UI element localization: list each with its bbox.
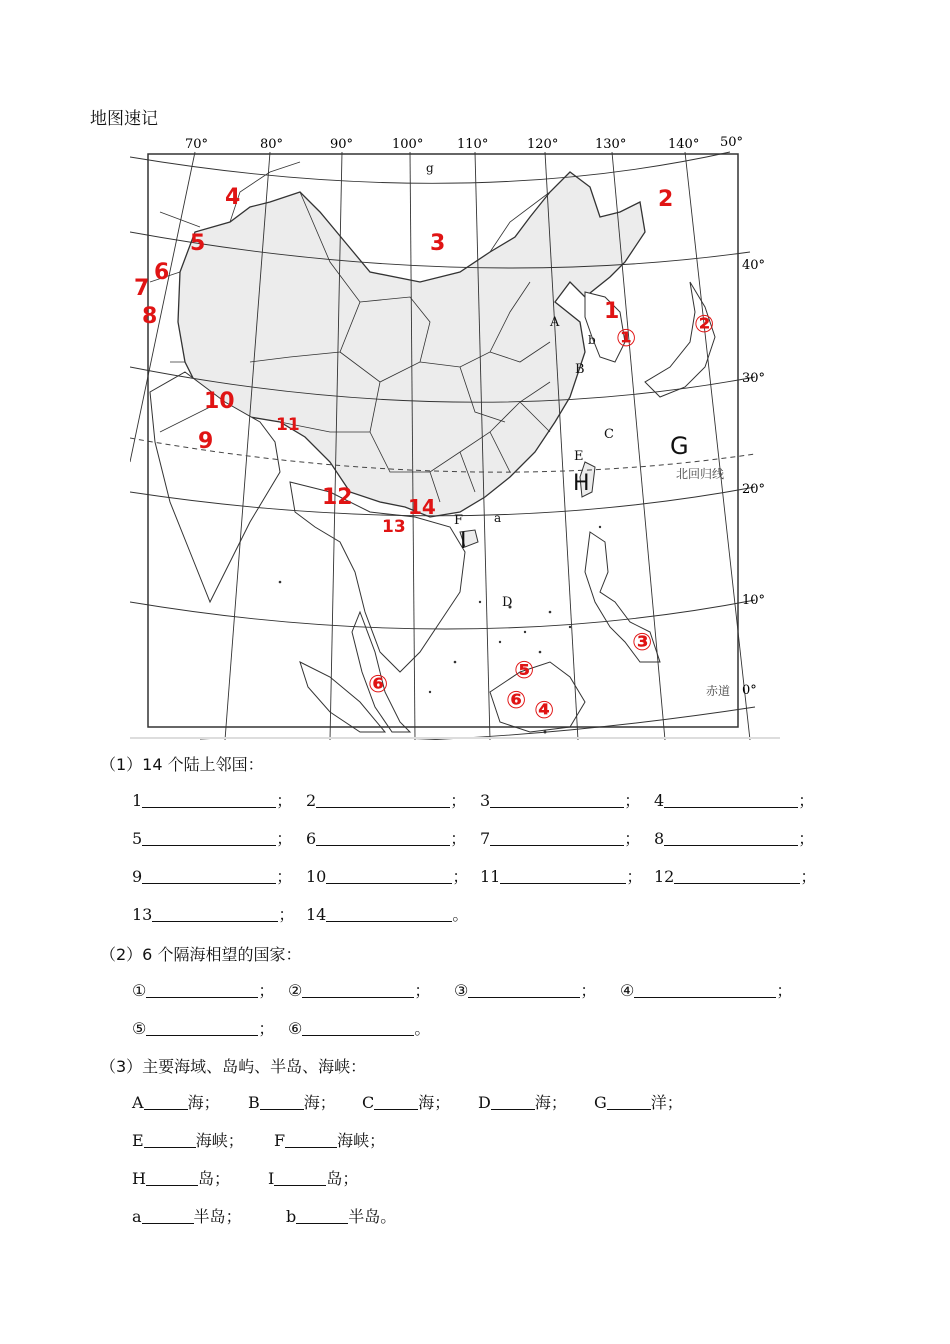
answer-separator: ； <box>434 1093 451 1112</box>
answer-blank[interactable] <box>326 868 452 884</box>
q2-heading: （2）6 个隔海相望的国家： <box>100 945 302 964</box>
sea-country-marker: ⑤ <box>514 656 535 684</box>
neighbor-number: 10 <box>204 389 235 414</box>
answer-separator: ； <box>227 1131 244 1150</box>
answer-blank[interactable] <box>144 1094 188 1110</box>
answer-separator: ； <box>800 867 817 886</box>
map-letter-B: B <box>575 362 585 377</box>
answer-label: 1 <box>132 791 143 810</box>
neighbor-number: 12 <box>322 485 353 510</box>
answer-item <box>132 1204 242 1227</box>
map-letter-H: H <box>573 471 590 496</box>
answer-blank[interactable] <box>146 1170 198 1186</box>
lat-label: 40° <box>742 258 766 273</box>
answer-blank[interactable] <box>664 830 798 846</box>
map-letter-F: F <box>454 513 464 528</box>
answer-blank[interactable] <box>490 792 624 808</box>
lon-label: 80° <box>260 137 284 152</box>
answer-label: 5 <box>132 829 143 848</box>
answer-item <box>132 1090 220 1113</box>
answer-item <box>478 1090 567 1113</box>
answer-blank[interactable] <box>146 982 258 998</box>
answer-blank[interactable] <box>500 868 626 884</box>
answer-blank[interactable] <box>468 982 580 998</box>
answer-separator: ； <box>342 1169 359 1188</box>
answer-separator: ； <box>278 905 295 924</box>
answer-item <box>654 826 814 849</box>
answer-separator: ； <box>258 1019 275 1038</box>
neighbor-number: 8 <box>142 304 158 329</box>
answer-item <box>132 788 292 811</box>
map-letter-A: A <box>550 315 560 330</box>
answer-blank[interactable] <box>302 1020 414 1036</box>
answer-separator: ； <box>450 829 467 848</box>
answer-blank[interactable] <box>302 982 414 998</box>
lon-label: 130° <box>595 137 627 152</box>
answer-separator: 。 <box>380 1207 397 1226</box>
neighbor-number: 4 <box>225 185 241 210</box>
answer-item <box>306 788 466 811</box>
answer-separator: ； <box>580 981 597 1000</box>
answer-label: ① <box>132 981 147 1000</box>
lon-label: 100° <box>392 137 424 152</box>
neighbor-number: 7 <box>134 276 150 301</box>
lat-label: 20° <box>742 482 766 497</box>
lat-label: 10° <box>742 593 766 608</box>
answer-item <box>480 788 640 811</box>
answer-separator: ； <box>225 1207 242 1226</box>
answer-item <box>480 864 642 887</box>
answer-separator: ； <box>798 791 815 810</box>
answer-blank[interactable] <box>634 982 776 998</box>
answer-item <box>268 1166 358 1189</box>
answer-separator: ； <box>369 1131 386 1150</box>
answer-label: 9 <box>132 867 143 886</box>
answer-label: ③ <box>454 981 469 1000</box>
answer-label: 14 <box>306 905 327 924</box>
answer-label: 13 <box>132 905 153 924</box>
tropic-label: 北回归线 <box>676 467 725 481</box>
map-letter-g: g <box>426 161 434 175</box>
answer-label: D <box>478 1093 491 1112</box>
answer-blank[interactable] <box>316 792 450 808</box>
sea-country-marker: ⑥ <box>368 670 389 698</box>
answer-item <box>132 1016 274 1039</box>
q1-heading: （1）14 个陆上邻国： <box>100 755 264 774</box>
answer-item <box>362 1090 450 1113</box>
answer-item <box>654 864 816 887</box>
answer-separator: 。 <box>452 905 469 924</box>
q3-heading: （3）主要海域、岛屿、半岛、海峡： <box>100 1057 367 1076</box>
map-letter-E: E <box>574 449 584 464</box>
answer-item <box>288 1016 430 1039</box>
answer-separator: ； <box>414 981 431 1000</box>
sea-country-marker: ④ <box>534 696 555 724</box>
neighbor-number: 1 <box>604 299 620 324</box>
answer-separator: 。 <box>414 1019 431 1038</box>
map-letter-G: G <box>670 432 689 460</box>
answer-item <box>454 978 596 1001</box>
answer-suffix: 海 <box>303 1093 320 1112</box>
answer-separator: ； <box>213 1169 230 1188</box>
lon-label: 140° <box>668 137 700 152</box>
answer-separator: ； <box>624 791 641 810</box>
answer-separator: ； <box>276 829 293 848</box>
answer-label: ④ <box>620 981 635 1000</box>
answer-suffix: 海峡 <box>337 1131 370 1150</box>
neighbor-number: 14 <box>408 495 436 519</box>
answer-blank[interactable] <box>326 906 452 922</box>
answer-blank[interactable] <box>296 1208 348 1224</box>
answer-label: ⑥ <box>288 1019 303 1038</box>
answer-blank[interactable] <box>142 830 276 846</box>
neighbor-number: 5 <box>190 231 206 256</box>
answer-item <box>594 1090 683 1113</box>
answer-suffix: 岛 <box>197 1169 214 1188</box>
answer-suffix: 半岛 <box>348 1207 381 1226</box>
answer-blank[interactable] <box>316 830 450 846</box>
answer-suffix: 海峡 <box>195 1131 228 1150</box>
answer-separator: ； <box>319 1093 336 1112</box>
answer-separator: ； <box>624 829 641 848</box>
map-letter-a: a <box>494 511 502 525</box>
answer-label: B <box>248 1093 260 1112</box>
answer-suffix: 海 <box>418 1093 435 1112</box>
map-letter-b: b <box>588 333 596 347</box>
neighbor-number: 13 <box>382 517 406 537</box>
answer-label: 10 <box>306 867 327 886</box>
answer-label: C <box>362 1093 375 1112</box>
answer-blank[interactable] <box>607 1094 651 1110</box>
answer-item <box>274 1128 385 1151</box>
answer-label: G <box>594 1093 607 1112</box>
lon-label: 70° <box>185 137 209 152</box>
answer-separator: ； <box>450 791 467 810</box>
equator-label: 赤道 <box>706 684 731 698</box>
sea-country-marker: ② <box>694 310 715 338</box>
answer-label: E <box>132 1131 144 1150</box>
sea-country-marker: ① <box>616 324 637 352</box>
answer-item <box>288 978 430 1001</box>
answer-blank[interactable] <box>142 1208 194 1224</box>
answer-blank[interactable] <box>374 1094 418 1110</box>
answer-blank[interactable] <box>144 1132 196 1148</box>
answer-separator: ； <box>452 867 469 886</box>
answer-label: H <box>132 1169 146 1188</box>
answer-item <box>132 826 292 849</box>
answer-separator: ； <box>666 1093 683 1112</box>
answer-item <box>132 902 294 925</box>
lat-label: 30° <box>742 371 766 386</box>
answer-item <box>132 864 292 887</box>
map-letter-D: D <box>502 595 513 610</box>
answer-blank[interactable] <box>664 792 798 808</box>
lon-label: 90° <box>330 137 354 152</box>
answer-separator: ； <box>258 981 275 1000</box>
answer-label: A <box>132 1093 144 1112</box>
answer-blank[interactable] <box>146 1020 258 1036</box>
lat-label: 0° <box>742 683 757 698</box>
lon-label: 120° <box>527 137 559 152</box>
answer-blank[interactable] <box>260 1094 304 1110</box>
answer-label: F <box>274 1131 286 1150</box>
answer-item <box>286 1204 396 1227</box>
sea-country-marker: ③ <box>632 628 653 656</box>
page-title: 地图速记 <box>90 109 158 129</box>
answer-separator: ； <box>276 867 293 886</box>
answer-blank[interactable] <box>285 1132 337 1148</box>
answer-label: b <box>286 1207 297 1226</box>
answer-suffix: 半岛 <box>193 1207 226 1226</box>
answer-label: 2 <box>306 791 317 810</box>
answer-blank[interactable] <box>491 1094 535 1110</box>
answer-label: I <box>268 1169 275 1188</box>
lon-label: 50° <box>720 135 744 150</box>
answer-label: ⑤ <box>132 1019 147 1038</box>
answer-item <box>132 978 274 1001</box>
answer-item <box>306 864 468 887</box>
answer-label: 4 <box>654 791 665 810</box>
answer-item <box>132 1128 244 1151</box>
lon-label: 110° <box>457 137 489 152</box>
answer-blank[interactable] <box>142 792 276 808</box>
answer-item <box>480 826 640 849</box>
answer-item <box>248 1090 336 1113</box>
answer-suffix: 岛 <box>326 1169 343 1188</box>
map-letter-I: I <box>460 529 467 554</box>
answer-item <box>306 826 466 849</box>
answer-label: 11 <box>480 867 501 886</box>
neighbor-number: 3 <box>430 231 446 256</box>
neighbor-number: 9 <box>198 429 214 454</box>
map-letter-C: C <box>604 427 614 442</box>
answer-separator: ； <box>550 1093 567 1112</box>
answer-suffix: 海 <box>534 1093 551 1112</box>
neighbor-number: 6 <box>154 260 170 285</box>
asia-map <box>130 132 780 740</box>
answer-label: ② <box>288 981 303 1000</box>
answer-separator: ； <box>798 829 815 848</box>
answer-separator: ； <box>203 1093 220 1112</box>
answer-blank[interactable] <box>152 906 278 922</box>
answer-label: a <box>132 1207 142 1226</box>
answer-item <box>132 1166 230 1189</box>
neighbor-number: 11 <box>276 415 300 435</box>
answer-suffix: 洋 <box>650 1093 667 1112</box>
answer-blank[interactable] <box>490 830 624 846</box>
answer-blank[interactable] <box>274 1170 326 1186</box>
answer-label: 3 <box>480 791 491 810</box>
answer-blank[interactable] <box>142 868 276 884</box>
answer-item <box>654 788 814 811</box>
neighbor-number: 2 <box>658 187 674 212</box>
answer-label: 7 <box>480 829 491 848</box>
sea-country-marker: ⑥ <box>506 686 527 714</box>
answer-label: 8 <box>654 829 665 848</box>
answer-separator: ； <box>626 867 643 886</box>
answer-label: 12 <box>654 867 675 886</box>
answer-item <box>306 902 468 925</box>
answer-suffix: 海 <box>187 1093 204 1112</box>
answer-item <box>620 978 792 1001</box>
answer-label: 6 <box>306 829 317 848</box>
answer-separator: ； <box>776 981 793 1000</box>
answer-separator: ； <box>276 791 293 810</box>
answer-blank[interactable] <box>674 868 800 884</box>
